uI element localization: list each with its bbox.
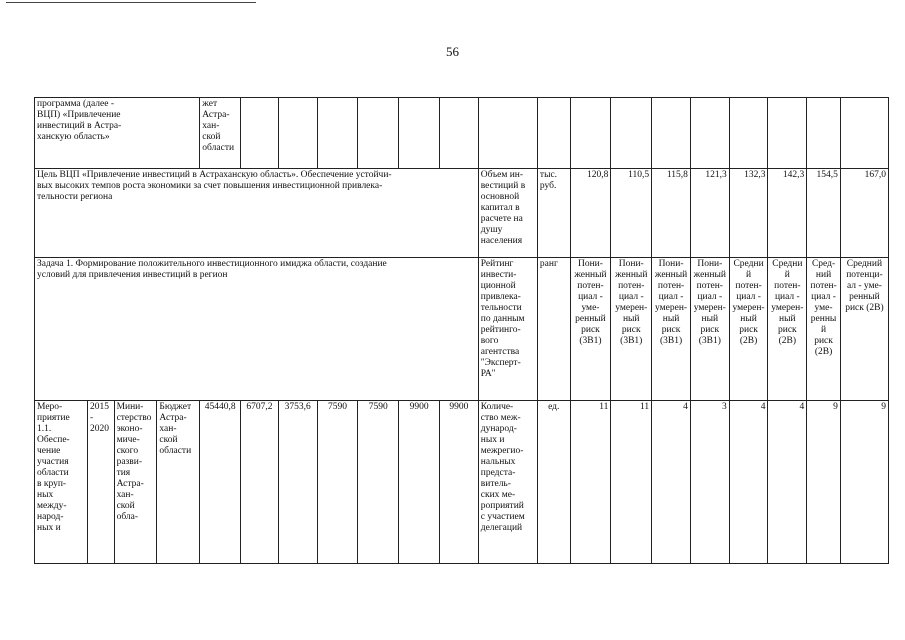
table-row-goal <box>35 169 889 258</box>
page-number: 56 <box>446 44 459 59</box>
indicator-name: Количе- ство меж- дународ- ных и межрегио- нальных предста- витель- ских ме- роприятий с участием делегаций <box>478 401 537 564</box>
indicator-value: 4 <box>768 401 807 564</box>
rating-value: Средний потенци- ал - уме- ренный риск (2В) <box>840 258 888 401</box>
rating-value: Пони- женный потен- циал - умерен- ный риск (3В1) <box>690 258 729 401</box>
indicator-unit: ранг <box>537 258 570 401</box>
table-row-task <box>35 258 889 401</box>
table-row-measure <box>35 401 889 564</box>
measure-period: 2015- 2020 <box>88 401 115 564</box>
indicator-value: 110,5 <box>611 169 652 258</box>
funding-value: 7590 <box>358 401 399 564</box>
funding-value: 9900 <box>439 401 478 564</box>
indicator-value: 142,3 <box>768 169 807 258</box>
rating-value: Пони- женный потен- циал - уме- ренный риск (3В1) <box>570 258 611 401</box>
indicator-value: 11 <box>611 401 652 564</box>
task-text: Задача 1. Формирование положительного инвестиционного имиджа области, создание условий для привлечения инвестиций в регион <box>35 258 479 401</box>
rating-value: Сред- ний потен- циал - уме- ренный риск (2В) <box>807 258 841 401</box>
indicator-unit: ед. <box>537 401 570 564</box>
indicator-value: 167,0 <box>840 169 888 258</box>
funding-value: 7590 <box>317 401 358 564</box>
rating-value: Средний потен- циал - умерен- ный риск (2В) <box>729 258 768 401</box>
measure-name: Меро- приятие 1.1. Обеспе- чение участия области в круп- ных между- народ- ных и <box>35 401 88 564</box>
table-row-program <box>35 98 889 169</box>
indicator-value: 120,8 <box>570 169 611 258</box>
indicator-unit: тыс. руб. <box>537 169 570 258</box>
rating-value: Пони- женный потен- циал - умерен- ный риск (3В1) <box>652 258 691 401</box>
goal-text: Цель ВЦП «Привлечение инвестиций в Астраханскую область». Обеспечение устойчи- вых высоких темпов роста экономики за счет повышения инвестиционной привлека- тельности региона <box>35 169 479 258</box>
program-name-cell: программа (далее - ВЦП) «Привлечение инвестиций в Астра- ханскую область» <box>35 98 200 169</box>
funding-value: 9900 <box>399 401 440 564</box>
indicator-value: 3 <box>690 401 729 564</box>
measure-executor: Мини- стерство эконо- миче- ского разви- тия Астра- хан- ской обла- <box>114 401 157 564</box>
indicator-value: 115,8 <box>652 169 691 258</box>
funding-source-cell: жет Астра- хан- ской области <box>200 98 241 169</box>
top-rule <box>6 2 256 3</box>
indicator-value: 9 <box>807 401 841 564</box>
indicator-value: 121,3 <box>690 169 729 258</box>
funding-value: 3753,6 <box>278 401 317 564</box>
measure-funding-source: Бюджет Астра- хан- ской области <box>157 401 200 564</box>
funding-value: 45440,8 <box>200 401 241 564</box>
indicator-value: 4 <box>652 401 691 564</box>
funding-value: 6707,2 <box>241 401 279 564</box>
rating-value: Пони- женный потен- циал - умерен- ный риск (3В1) <box>611 258 652 401</box>
indicator-value: 9 <box>840 401 888 564</box>
indicator-value: 132,3 <box>729 169 768 258</box>
rating-value: Средний потен- циал - умерен- ный риск (2В) <box>768 258 807 401</box>
program-table <box>34 97 889 564</box>
indicator-value: 154,5 <box>807 169 841 258</box>
indicator-name: Рейтинг инвести- ционной привлека- тельности по данным рейтинго- вого агентства "Эксперт- РА" <box>478 258 537 401</box>
indicator-value: 4 <box>729 401 768 564</box>
indicator-name: Объем ин- вестиций в основной капитал в расчете на душу населения <box>478 169 537 258</box>
indicator-value: 11 <box>570 401 611 564</box>
